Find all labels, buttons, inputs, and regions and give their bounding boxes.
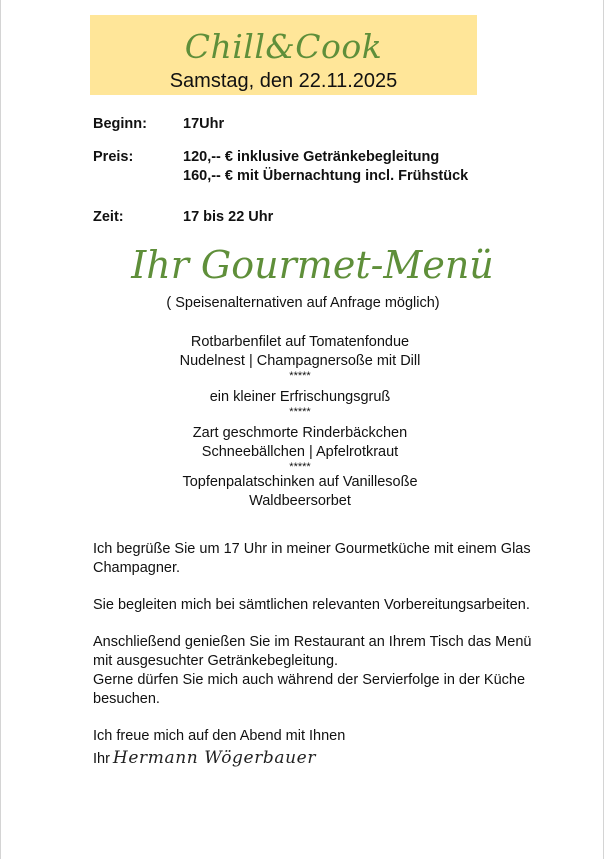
price-line-2: 160,-- € mit Übernachtung incl. Frühstück [183,168,469,184]
detail-row-price [93,148,468,167]
page-border-left [0,0,1,859]
course-separator: ***** [289,461,311,473]
course-1-line-2: Nudelnest | Champagnersoße mit Dill [179,353,421,369]
detail-row-begin [93,115,468,134]
signature-line [93,749,543,769]
paragraph-restaurant [93,633,543,709]
menu-note: ( Speisenalternativen auf Anfrage möglich) [166,295,440,311]
begin-label: Beginn: [93,116,147,132]
detail-row-time [93,208,468,227]
event-date: Samstag, den 22.11.2025 [169,70,398,92]
price-line-1: 120,-- € inklusive Getränkebegleitung [183,149,440,165]
closing-line: Ich freue mich auf den Abend mit Ihnen [93,728,346,744]
course-2-line-1: ein kleiner Erfrischungsgruß [209,389,391,405]
menu-courses [100,333,500,511]
begin-value: 17Uhr [183,116,225,132]
paragraph-welcome: Ich begrüße Sie um 17 Uhr in meiner Gourmetküche mit einem Glas Champagner. [93,541,531,576]
sign-prefix: Ihr [93,751,110,767]
time-label: Zeit: [93,209,124,225]
signature: Hermann Wögerbauer [112,748,317,768]
course-separator: ***** [289,406,311,418]
invitation-text [93,540,543,769]
course-4-line-1: Topfenpalatschinken auf Vanillesoße [182,474,418,490]
price-label: Preis: [93,149,134,165]
brand-logo: Chill&Cook [184,27,383,66]
time-value: 17 bis 22 Uhr [183,209,274,225]
course-1-line-1: Rotbarbenfilet auf Tomatenfondue [190,334,410,350]
detail-row-price-2 [93,167,468,186]
course-4-line-2: Waldbeersorbet [249,493,351,509]
page-border-right [603,0,604,859]
menu-title: Ihr Gourmet-Menü [131,243,494,287]
event-details [93,115,468,227]
paragraph-preparation: Sie begleiten mich bei sämtlichen relevanten Vorbereitungsarbeiten. [93,597,530,613]
course-3-line-1: Zart geschmorte Rinderbäckchen [192,425,408,441]
course-3-line-2: Schneebällchen | Apfelrotkraut [201,444,399,460]
course-separator: ***** [289,370,311,382]
paragraph-restaurant-b: Gerne dürfen Sie mich auch während der Servierfolge in der Küche besuchen. [93,672,526,707]
header-banner [90,15,477,95]
paragraph-restaurant-a: Anschließend genießen Sie im Restaurant an Ihrem Tisch das Menü mit ausgesuchter Getränkebegleitung. [93,634,532,669]
